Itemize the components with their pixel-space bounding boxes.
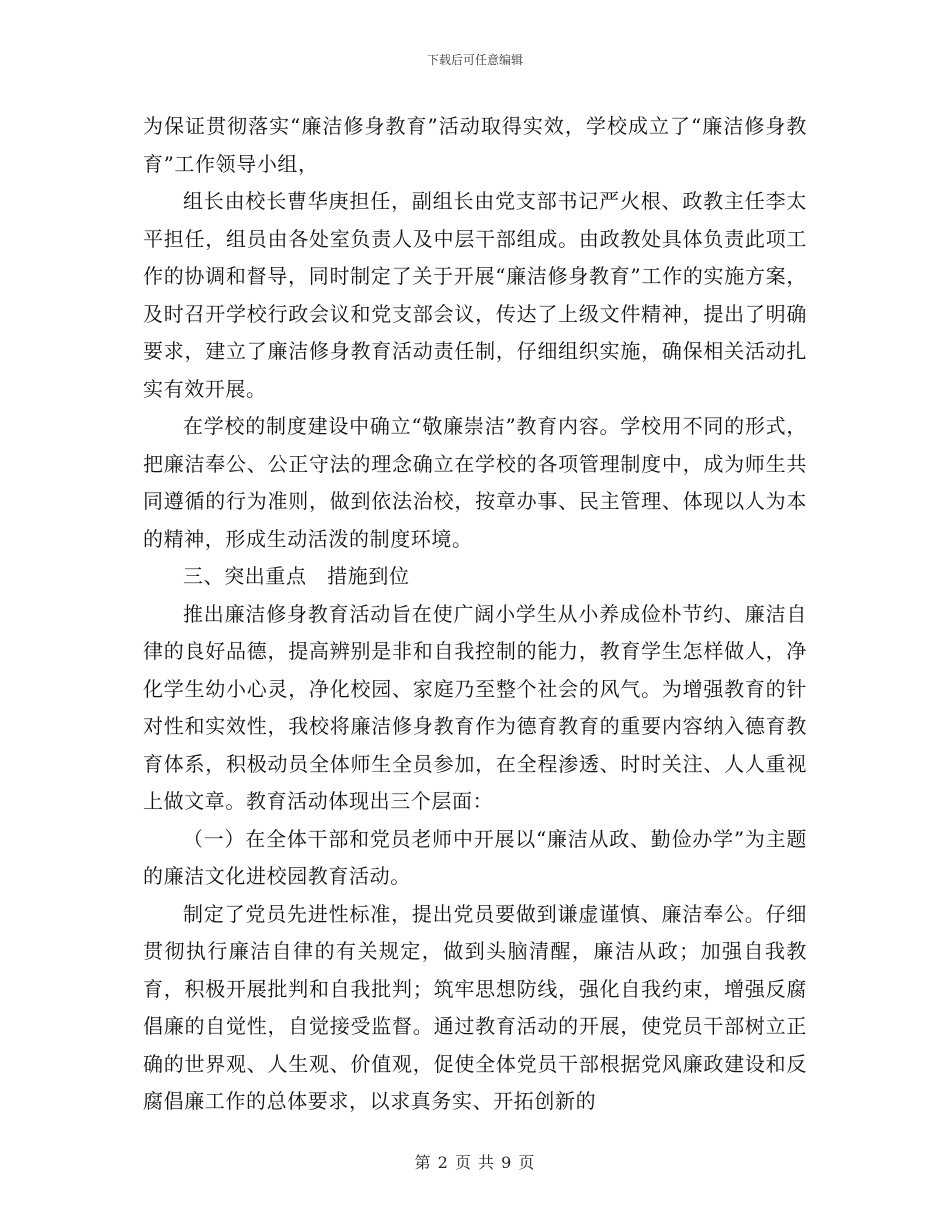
document-body [143,108,807,1121]
paragraph-party-standards: 制定了党员先进性标准，提出党员要做到谦虚谨慎、廉洁奉公。仔细贯彻执行廉洁自律的有关规定，做到头脑清醒，廉洁从政；加强自我教育，积极开展批判和自我批判；筑牢思想防线，强化自我约束，增强反腐倡廉的自觉性，自觉接受监督。通过教育活动的开展，使党员干部树立正确的世界观、人生观、价值观，促使全体党员干部根据党风廉政建设和反腐倡廉工作的总体要求，以求真务实、开拓创新的 [143,901,807,1113]
page-header-note: 下载后可任意编辑 [426,53,523,67]
paragraph-system-building: 在学校的制度建设中确立“敬廉崇洁”教育内容。学校用不同的形式，把廉洁奉公、公正守法的理念确立在学校的各项管理制度中，成为师生共同遵循的行为准则，做到依法治校，按章办事、民主管理、体现以人为本的精神，形成生动活泼的制度环境。 [143,414,807,551]
subsection-heading-one: （一）在全体干部和党员老师中开展以“廉洁从政、勤俭办学”为主题的廉洁文化进校园教育活动。 [143,826,807,888]
paragraph-leadership-group: 组长由校长曹华庚担任，副组长由党支部书记严火根、政教主任李太平担任，组员由各处室负责人及中层干部组成。由政教处具体负责此项工作的协调和督导，同时制定了关于开展“廉洁修身教育”工作的实施方案，及时召开学校行政会议和党支部会议，传达了上级文件精神，提出了明确要求，建立了廉洁修身教育活动责任制，仔细组织实施，确保相关活动扎实有效开展。 [143,189,807,401]
paragraph-leadership-intro: 为保证贯彻落实“廉洁修身教育”活动取得实效，学校成立了“廉洁修身教育”工作领导小组， [143,114,807,176]
section-heading-three: 三、突出重点 措施到位 [183,564,410,588]
paragraph-education-activity: 推出廉洁修身教育活动旨在使广阔小学生从小养成俭朴节约、廉洁自律的良好品德，提高辨别是非和自我控制的能力，教育学生怎样做人，净化学生幼小心灵，净化校园、家庭乃至整个社会的风气。为增强教育的针对性和实效性，我校将廉洁修身教育作为德育教育的重要内容纳入德育教育体系，积极动员全体师生全员参加，在全程渗透、时时关注、人人重视上做文章。教育活动体现出三个层面： [143,601,807,813]
page-number-footer: 第 2 页 共 9 页 [414,1153,536,1172]
